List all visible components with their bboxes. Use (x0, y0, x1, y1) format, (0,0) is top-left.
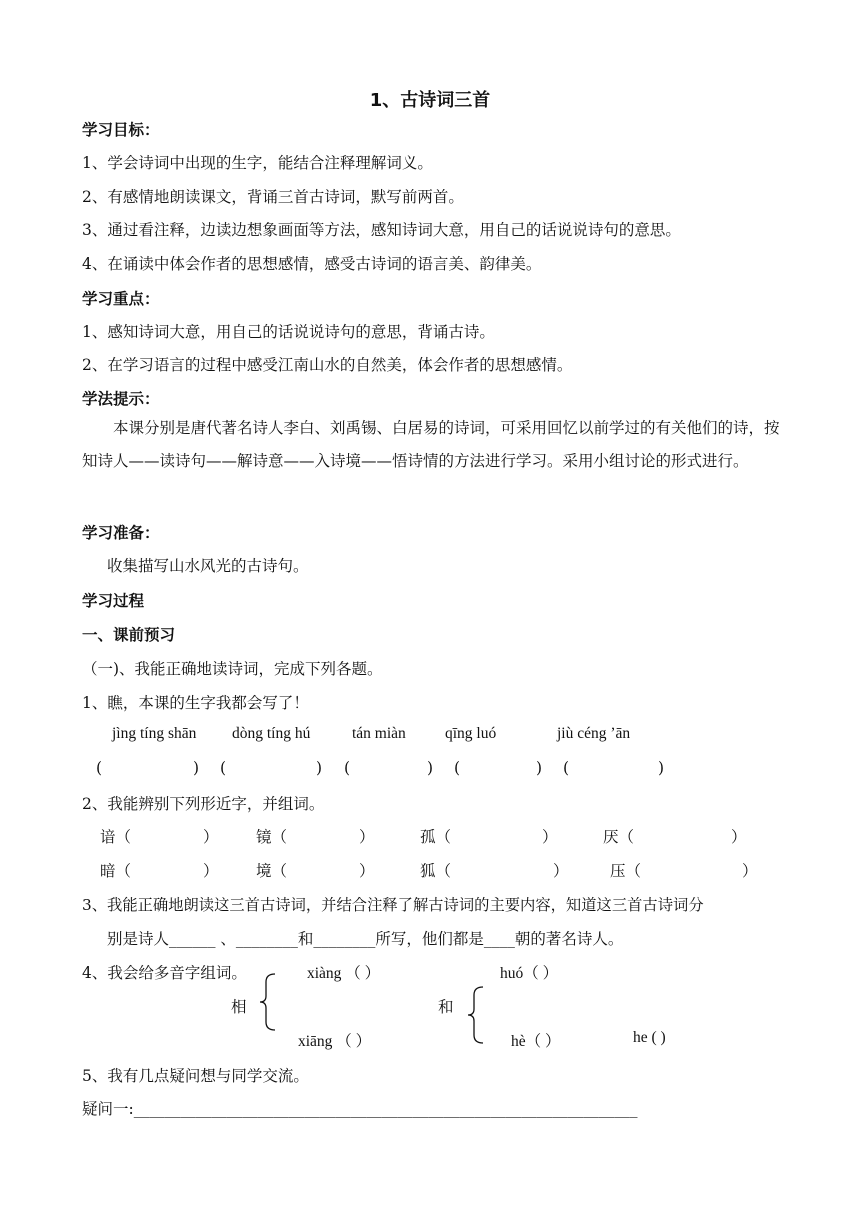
q4-label: 4、我会给多音字组词。 (82, 964, 247, 982)
q2-label: 2、我能辨别下列形近字，并组词。 (82, 795, 325, 813)
focus-item: 1、感知诗词大意，用自己的话说说诗句的意思，背诵古诗。 (82, 323, 495, 341)
char-blank-close: ） (742, 862, 758, 880)
blank-open: ( (220, 759, 227, 777)
q3-line2: 别是诗人______ 、________和________所写，他们都是____朝的著名诗人。 (107, 930, 624, 948)
preview-heading: 一、课前预习 (82, 626, 176, 644)
polyphone-char: 和 (438, 998, 454, 1016)
goal-item: 3、通过看注释，边读边想象画面等方法，感知诗词大意，用自己的话说说诗句的意思。 (82, 221, 681, 239)
char-blank-open: 境（ (256, 862, 288, 880)
polyphone-char: 相 (231, 998, 247, 1016)
char-blank-close: ） (542, 828, 558, 846)
blank-close: ) (193, 759, 200, 777)
char-blank-close: ） (359, 862, 375, 880)
goals-heading: 学习目标： (82, 121, 160, 139)
pinyin-item: dòng tíng hú (232, 725, 311, 742)
char-blank-close: ） (359, 828, 375, 846)
blank-open: ( (96, 759, 103, 777)
he-mid: hè（ ） (511, 1033, 561, 1050)
page-title: 1、古诗词三首 (369, 90, 491, 111)
pinyin-item: tán miàn (352, 725, 406, 742)
char-blank-close: ） (553, 862, 569, 880)
he-bottom: he ( ) (633, 1029, 666, 1046)
char-blank-open: 镜（ (256, 828, 288, 846)
left-brace-icon (466, 985, 486, 1045)
huo-top: huó（ ） (500, 965, 559, 982)
goal-item: 1、学会诗词中出现的生字，能结合注释理解词义。 (82, 154, 433, 172)
char-blank-open: 狐（ (420, 862, 452, 880)
blank-close: ) (658, 759, 665, 777)
prep-heading: 学习准备： (82, 524, 160, 542)
method-heading: 学法提示： (82, 390, 160, 408)
blank-close: ) (427, 759, 434, 777)
xiang-bottom: xiāng （ ） (298, 1033, 372, 1050)
xiang-top: xiàng （ ） (307, 965, 381, 982)
method-paragraph: 本课分别是唐代著名诗人李白、刘禹锡、白居易的诗词，可采用回忆以前学过的有关他们的诗，按知诗人——读诗句——解诗意——入诗境——悟诗情的方法进行学习。采用小组讨论的形式进行。 (82, 419, 780, 470)
char-blank-close: ） (203, 828, 219, 846)
blank-open: ( (344, 759, 351, 777)
pinyin-item: qīng luó (445, 725, 497, 742)
blank-close: ) (536, 759, 543, 777)
focus-heading: 学习重点： (82, 290, 160, 308)
blank-close: ) (316, 759, 323, 777)
goal-item: 2、有感情地朗读课文，背诵三首古诗词，默写前两首。 (82, 188, 464, 206)
blank-open: ( (454, 759, 461, 777)
blank-open: ( (563, 759, 570, 777)
question-line: 疑问一:_________________________________________________________________ (82, 1100, 638, 1118)
prep-text: 收集描写山水风光的古诗句。 (107, 557, 309, 575)
focus-item: 2、在学习语言的过程中感受江南山水的自然美，体会作者的思想感情。 (82, 356, 573, 374)
char-blank-open: 压（ (610, 862, 642, 880)
char-blank-open: 厌（ (603, 828, 635, 846)
pinyin-item: jìng tíng shān (112, 725, 197, 742)
char-blank-open: 孤（ (420, 828, 452, 846)
char-blank-close: ） (203, 862, 219, 880)
q5-label: 5、我有几点疑问想与同学交流。 (82, 1067, 309, 1085)
char-blank-open: 谙（ (100, 828, 132, 846)
preview-subheading: （一)、我能正确地读诗词，完成下列各题。 (82, 660, 383, 678)
process-heading: 学习过程 (82, 592, 145, 610)
q1-label: 1、瞧，本课的生字我都会写了！ (82, 694, 309, 712)
pinyin-item: jiù céng ʼān (557, 725, 631, 742)
q3-line1: 3、我能正确地朗读这三首古诗词，并结合注释了解古诗词的主要内容，知道这三首古诗词分 (82, 896, 704, 914)
left-brace-icon (258, 972, 278, 1032)
char-blank-open: 暗（ (100, 862, 132, 880)
goal-item: 4、在诵读中体会作者的思想感情，感受古诗词的语言美、韵律美。 (82, 255, 542, 273)
char-blank-close: ） (731, 828, 747, 846)
